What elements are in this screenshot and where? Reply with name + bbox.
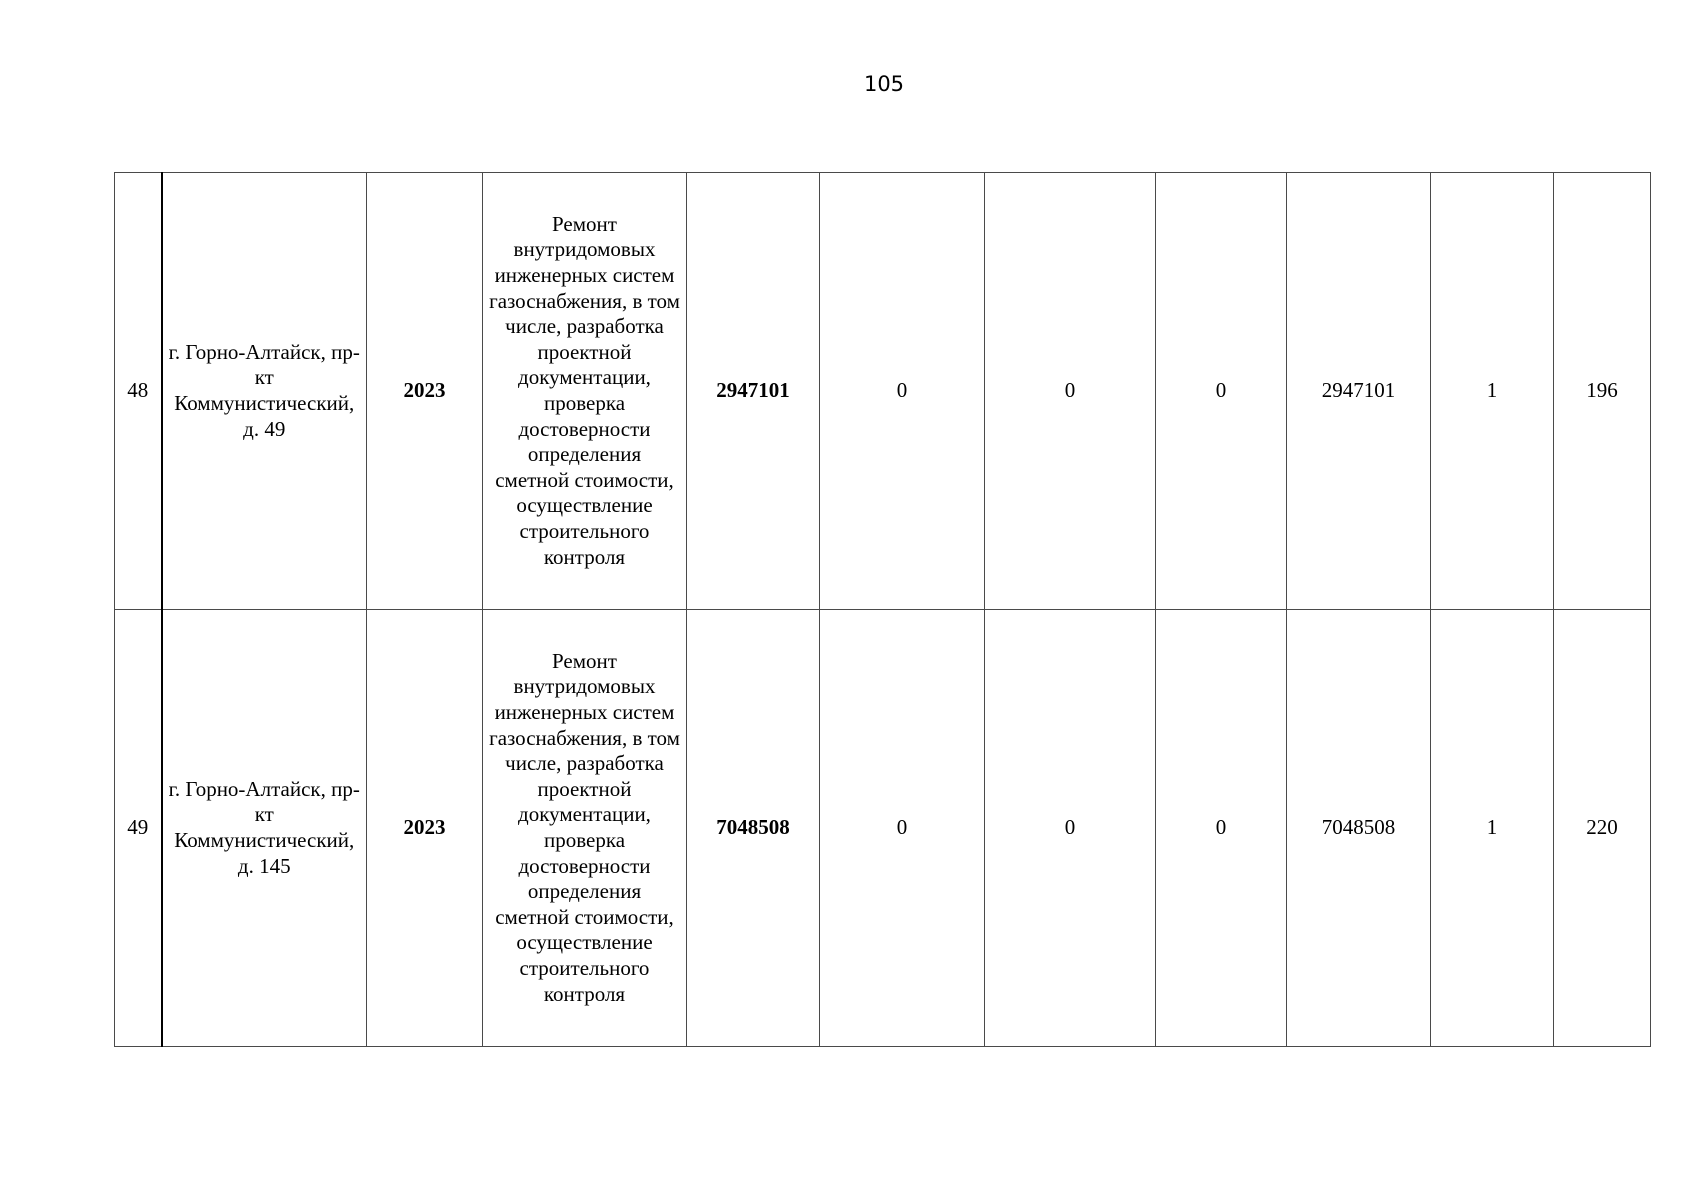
total-cost-cell: 2947101 — [687, 173, 820, 610]
total-cost-cell: 7048508 — [687, 610, 820, 1047]
value-cell-4: 7048508 — [1287, 610, 1431, 1047]
value-cell-1: 0 — [820, 610, 985, 1047]
value-cell-5: 1 — [1431, 173, 1554, 610]
value-cell-4: 2947101 — [1287, 173, 1431, 610]
page-number: 105 — [863, 72, 905, 96]
address-cell — [162, 610, 367, 1047]
work-type-text: Ремонт внутридомовых инженерных систем газоснабжения, в том числе, разработка проектной документации, проверка достоверности определения сметной стоимости, осуществление строительного контроля — [489, 648, 680, 1006]
address-text: г. Горно-Алтайск, пр-кт Коммунистический, д. 49 — [168, 339, 360, 441]
address-cell — [162, 173, 367, 610]
value-cell-1: 0 — [820, 173, 985, 610]
program-table — [114, 172, 1651, 1047]
row-number-cell: 49 — [115, 610, 162, 1047]
value-cell-2: 0 — [985, 610, 1156, 1047]
value-cell-3: 0 — [1156, 610, 1287, 1047]
row-number-cell: 48 — [115, 173, 162, 610]
value-cell-6: 196 — [1554, 173, 1651, 610]
year-cell: 2023 — [367, 610, 483, 1047]
address-text: г. Горно-Алтайск, пр-кт Коммунистический, д. 145 — [168, 776, 360, 878]
work-type-cell — [483, 610, 687, 1047]
work-type-cell — [483, 173, 687, 610]
work-type-text: Ремонт внутридомовых инженерных систем газоснабжения, в том числе, разработка проектной документации, проверка достоверности определения сметной стоимости, осуществление строительного контроля — [489, 211, 680, 569]
value-cell-6: 220 — [1554, 610, 1651, 1047]
table-row — [115, 610, 1651, 1047]
value-cell-5: 1 — [1431, 610, 1554, 1047]
value-cell-3: 0 — [1156, 173, 1287, 610]
table-row — [115, 173, 1651, 610]
year-cell: 2023 — [367, 173, 483, 610]
value-cell-2: 0 — [985, 173, 1156, 610]
